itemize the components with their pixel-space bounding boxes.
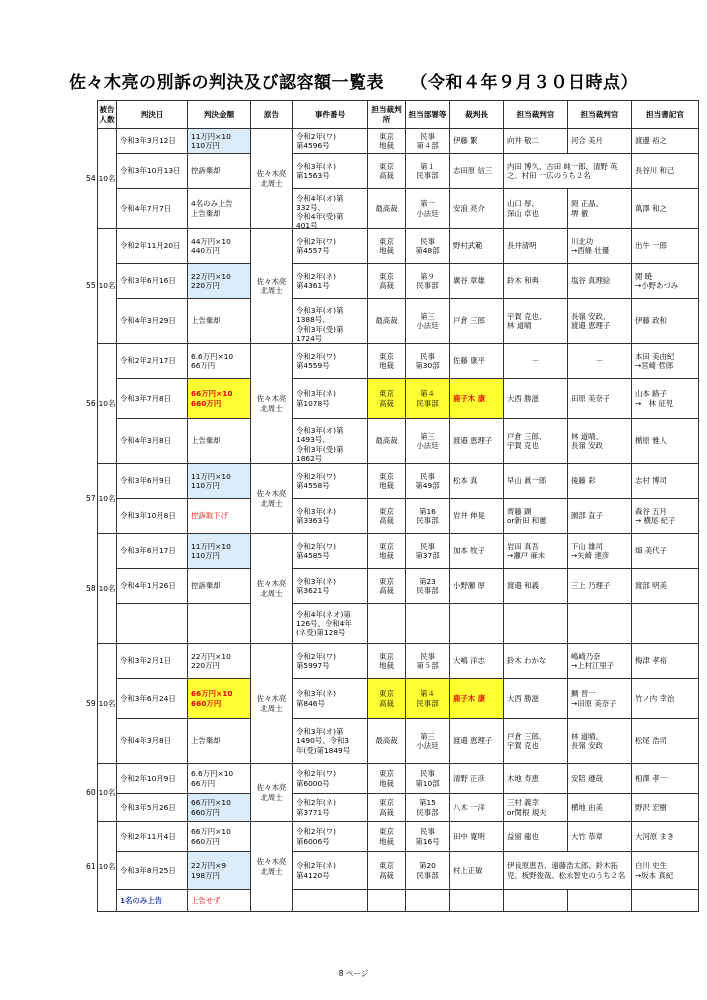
department: 第４ 民事部: [406, 679, 450, 719]
department: 第１ 民事部: [406, 154, 450, 189]
case-number: 令和3年(ネ) 第1078号: [293, 379, 368, 419]
assigned-judge: 向井 敬二: [504, 129, 568, 154]
presiding-judge: 大嶋 洋志: [450, 644, 504, 679]
assigned-judge: 塩谷 真理絵: [568, 264, 632, 299]
plaintiff: 佐々木亮北周士: [251, 229, 293, 344]
court: [368, 890, 406, 912]
page-number: 8 ページ: [338, 969, 369, 978]
assigned-judge: 大竹 恭章: [568, 822, 632, 852]
table-row: [98, 129, 699, 154]
case-number: [293, 189, 368, 229]
judgment-amount: 44万円×10 440万円: [188, 229, 251, 264]
table-row: [98, 719, 699, 764]
case-number-text: 令和3年(オ)第 1388号、 令和3年(受)第 1724号: [296, 306, 344, 343]
department: 民事 第４部: [406, 129, 450, 154]
defendant-count: 10名: [98, 644, 117, 764]
judgment-date: 令和2年11月20日: [117, 229, 188, 264]
presiding-judge: 志田原 信三: [450, 154, 504, 189]
assigned-judge: 鈴木 わかな: [504, 644, 568, 679]
presiding-judge: 伊藤 繁: [450, 129, 504, 154]
group-number: 58: [86, 583, 96, 593]
department: 民事 第５部: [406, 644, 450, 679]
department: 民事 第10部: [406, 764, 450, 794]
assigned-judge: 長嶺 安政、 渡邉 恵理子: [568, 299, 632, 344]
assigned-judge: 林 道晴、 長嶺 安政: [568, 719, 632, 764]
presiding-judge: 加本 牧子: [450, 534, 504, 569]
case-number-text: 令和4年(オ)第 332号、 令和4年(受)第 401号: [296, 193, 344, 231]
department: 第20 民事部: [406, 852, 450, 890]
judgment-date: 令和3年5月26日: [117, 794, 188, 822]
plaintiff: 佐々木亮北周士: [251, 129, 293, 229]
clerk: 畑 美代子: [632, 534, 699, 569]
department: 第三 小法廷: [406, 299, 450, 344]
column-header: 判決金額: [188, 101, 251, 129]
assigned-judge: 早山 眞一郎: [504, 464, 568, 499]
assigned-judge: 戸倉 三郎、 宇賀 克也: [504, 419, 568, 464]
assigned-judge: [568, 890, 632, 912]
court: 東京 地裁: [368, 822, 406, 852]
case-number: 令和2年(ワ) 第4559号: [293, 344, 368, 379]
judgment-amount: 4名のみ上告 上告棄却: [188, 189, 251, 229]
judgment-date: 令和4年3月8日: [117, 719, 188, 764]
case-number: 令和2年(ワ) 第4596号: [293, 129, 368, 154]
table-row: [98, 154, 699, 189]
court: 東京 高裁: [368, 569, 406, 604]
department: 民事 第16号: [406, 822, 450, 852]
group-number: 56: [86, 398, 96, 408]
assigned-judge: 河合 美月: [568, 129, 632, 154]
assigned-judge: 鈴木 和典: [504, 264, 568, 299]
plaintiff: 佐々木亮北周士: [251, 344, 293, 464]
clerk: 野沢 宏樹: [632, 794, 699, 822]
judgment-amount: 上告せず: [188, 890, 251, 912]
plaintiff: 佐々木亮北周士: [251, 534, 293, 644]
court: 東京 地裁: [368, 344, 406, 379]
presiding-judge: 八木 一洋: [450, 794, 504, 822]
group-number: 61: [86, 861, 96, 871]
judgment-date: 令和3年6月9日: [117, 464, 188, 499]
assigned-judge: 長井清明: [504, 229, 568, 264]
presiding-judge: 鹿子木 康: [450, 679, 504, 719]
assigned-judge: 木地 寿恵: [504, 764, 568, 794]
judgment-amount: 11万円×10 110万円: [188, 129, 251, 154]
assigned-judge: 下山 雄司 →矢崎 達彦: [568, 534, 632, 569]
judgment-date: 令和4年3月8日: [117, 419, 188, 464]
presiding-judge: 渡邉 恵理子: [450, 419, 504, 464]
case-number: 令和2年(ワ) 第4557号: [293, 229, 368, 264]
assigned-judge: 田原 美奈子: [568, 379, 632, 419]
clerk: 山本 路子 → 林 征児: [632, 379, 699, 419]
judgment-date: 令和3年3月12日: [117, 129, 188, 154]
case-number: [293, 890, 368, 912]
column-header: 担当部署等: [406, 101, 450, 129]
court: [368, 604, 406, 644]
clerk: 渡邊 裕之: [632, 129, 699, 154]
assigned-judge: 三村 義幸 or関根 規夫: [504, 794, 568, 822]
assigned-judges: 伊良原恵吾、遠藤浩太郎、鈴木拓児、板野俊哉、松永智史のうち２名: [504, 852, 632, 890]
case-number: 令和2年(ネ) 第4361号: [293, 264, 368, 299]
court: 東京 高裁: [368, 794, 406, 822]
judgment-date: 令和3年6月17日: [117, 534, 188, 569]
table-row: [98, 644, 699, 679]
clerk: 白川 史生 →坂本 真紀: [632, 852, 699, 890]
table-row: [98, 852, 699, 890]
court: 最高裁: [368, 189, 406, 229]
clerk: 萬澤 和之: [632, 189, 699, 229]
assigned-judge: 川北功 →西條 壮優: [568, 229, 632, 264]
assigned-judge: 山口 厚、 深山 卓也: [504, 189, 568, 229]
court: 東京 高裁: [368, 154, 406, 189]
header-row: [98, 101, 699, 129]
judgment-date: 令和3年8月25日: [117, 852, 188, 890]
case-number: 令和3年(ネ) 第1563号: [293, 154, 368, 189]
table-row: [98, 229, 699, 264]
judgment-date: 令和3年6月16日: [117, 264, 188, 299]
plaintiff: 佐々木亮北周士: [251, 464, 293, 534]
assigned-judge: 横地 由美: [568, 794, 632, 822]
judgment-date: 令和4年7月7日: [117, 189, 188, 229]
clerk: 渡部 明美: [632, 569, 699, 604]
assigned-judge: 嶋崎乃奈 →上村江里子: [568, 644, 632, 679]
clerk: 楯原 雅人: [632, 419, 699, 464]
clerk: 出牛 一郎: [632, 229, 699, 264]
clerk: 長谷川 和己: [632, 154, 699, 189]
table-row: [98, 419, 699, 464]
judgment-date: 令和4年3月29日: [117, 299, 188, 344]
department: 第15 民事部: [406, 794, 450, 822]
plaintiff: 佐々木亮北周士: [251, 822, 293, 912]
table-row: [98, 464, 699, 499]
judgment-amount: 11万円×10 110万円: [188, 534, 251, 569]
judgment-amount: 控訴棄却: [188, 154, 251, 189]
court: 東京 地裁: [368, 464, 406, 499]
department: 第16 民事部: [406, 499, 450, 534]
assigned-judge: 園部 直子: [568, 499, 632, 534]
group-number: 57: [86, 493, 96, 503]
judgment-date: [117, 604, 188, 644]
judgment-amount: 22万円×10 220万円: [188, 264, 251, 299]
judgment-date: 令和2年10月9日: [117, 764, 188, 794]
presiding-judge: 安浪 亮介: [450, 189, 504, 229]
defendant-count: 10名: [98, 534, 117, 644]
case-number: [293, 604, 368, 644]
department: 民事 第48部: [406, 229, 450, 264]
case-number: 令和2年(ワ) 第4585号: [293, 534, 368, 569]
case-number: [293, 419, 368, 464]
judgment-amount: 6.6万円×10 66万円: [188, 764, 251, 794]
case-number: 令和2年(ワ) 第6006号: [293, 822, 368, 852]
presiding-judge: 廣谷 章雄: [450, 264, 504, 299]
presiding-judge: 野村武範: [450, 229, 504, 264]
table-row: [98, 764, 699, 794]
presiding-judge: 渡邉 恵理子: [450, 719, 504, 764]
case-number: [293, 299, 368, 344]
case-number: 令和2年(ワ) 第6000号: [293, 764, 368, 794]
case-number-text: 令和4年(ネオ)第 126号、令和4年 (ネ受)第128号: [296, 609, 352, 638]
column-header: 原告: [251, 101, 293, 129]
case-number: 令和2年(ワ) 第5997号: [293, 644, 368, 679]
group-number: 60: [86, 787, 96, 797]
assigned-judge: 渡邉 和義: [504, 569, 568, 604]
table-row: [98, 569, 699, 604]
column-header: 担当裁判官: [504, 101, 568, 129]
clerk: 大河原 まき: [632, 822, 699, 852]
column-header: 担当書記官: [632, 101, 699, 129]
judgment-amount: 66万円×10 660万円: [188, 822, 251, 852]
department: 第４ 民事部: [406, 379, 450, 419]
court: 最高裁: [368, 419, 406, 464]
judgment-amount: 上告棄却: [188, 719, 251, 764]
defendant-count: 10名: [98, 764, 117, 822]
assigned-judge: 林 道晴、 長嶺 安政: [568, 419, 632, 464]
defendant-count: 10名: [98, 464, 117, 534]
judgment-amount: 66万円×10 660万円: [188, 794, 251, 822]
table-row: [98, 679, 699, 719]
assigned-judge: [568, 604, 632, 644]
group-number: 54: [86, 173, 96, 183]
column-header: 判決日: [117, 101, 188, 129]
assigned-judge: 安陪 遵哉: [568, 764, 632, 794]
case-number: 令和3年(ネ) 第3363号: [293, 499, 368, 534]
table-body: [98, 129, 699, 912]
defendant-count: 10名: [98, 229, 117, 344]
court: 東京 地裁: [368, 229, 406, 264]
department: 第三 小法廷: [406, 719, 450, 764]
case-number: 令和3年(ネ) 第846号: [293, 679, 368, 719]
presiding-judge: 佐藤 康平: [450, 344, 504, 379]
presiding-judge: 岩井 伸晃: [450, 499, 504, 534]
case-number: 令和2年(ワ) 第4558号: [293, 464, 368, 499]
presiding-judge: 清野 正彦: [450, 764, 504, 794]
court: 東京 高裁: [368, 499, 406, 534]
table-row: [98, 604, 699, 644]
page-title: 佐々木亮の別訴の判決及び認容額一覧表 （令和４年９月３０日時点）: [69, 73, 638, 93]
presiding-judge: 戸倉 三郎: [450, 299, 504, 344]
assigned-judge: 宇賀 克也、 林 道晴: [504, 299, 568, 344]
presiding-judge: 松本 真: [450, 464, 504, 499]
clerk: 竹ノ内 幸治: [632, 679, 699, 719]
assigned-judge: 後藤 彩: [568, 464, 632, 499]
plaintiff: 佐々木亮北周士: [251, 644, 293, 764]
assigned-judges: 内田 博久、古田 純一郎、清野 英之、村田 一広のうち２名: [504, 154, 632, 189]
department: 第９ 民事部: [406, 264, 450, 299]
judgment-amount: 22万円×10 220万円: [188, 644, 251, 679]
assigned-judge: 岩田 真吾 →瀬戸 麻未: [504, 534, 568, 569]
department: [406, 890, 450, 912]
presiding-judge: 鹿子木 康: [450, 379, 504, 419]
department: 第23 民事部: [406, 569, 450, 604]
group-number: 59: [86, 698, 96, 708]
department: [406, 604, 450, 644]
assigned-judge: 大西 勝滋: [504, 679, 568, 719]
court: 最高裁: [368, 299, 406, 344]
judgment-amount: [188, 604, 251, 644]
department: 第一 小法廷: [406, 189, 450, 229]
assigned-judge: 戸倉 三郎、 宇賀 克也: [504, 719, 568, 764]
column-header: 担当裁判官: [568, 101, 632, 129]
assigned-judge: 益留 龍也: [504, 822, 568, 852]
group-number: 55: [86, 281, 96, 290]
clerk: 梅津 孝裕: [632, 644, 699, 679]
clerk: [632, 604, 699, 644]
presiding-judge: 田中 寛明: [450, 822, 504, 852]
court: 東京 地裁: [368, 764, 406, 794]
table-row: [98, 822, 699, 852]
column-header: 裁判長: [450, 101, 504, 129]
case-number-text: 令和3年(オ)第 1490号、令和3 年(受)第1849号: [296, 727, 351, 755]
clerk: 森谷 五月 → 横尾 紀子: [632, 499, 699, 534]
court: 東京 地裁: [368, 129, 406, 154]
judgment-date: 令和3年7月8日: [117, 379, 188, 419]
case-number: [293, 719, 368, 764]
assigned-judge: 岡 正晶、 堺 徹: [568, 189, 632, 229]
judgment-amount: 上告棄却: [188, 419, 251, 464]
column-header: 担当裁判所: [368, 101, 406, 129]
court: 最高裁: [368, 719, 406, 764]
clerk: 伊藤 政和: [632, 299, 699, 344]
court: 東京 地裁: [368, 534, 406, 569]
table-row: [98, 379, 699, 419]
judgment-amount: 控訴取下げ: [188, 499, 251, 534]
department: 民事 第30部: [406, 344, 450, 379]
judgment-amount: 上告棄却: [188, 299, 251, 344]
judgment-date: 令和4年1月26日: [117, 569, 188, 604]
column-header: 被告人数: [98, 101, 117, 129]
assigned-judge: －: [504, 344, 568, 379]
judgment-amount: 22万円×9 198万円: [188, 852, 251, 890]
judgment-amount: 11万円×10 110万円: [188, 464, 251, 499]
judgment-date: 令和2年11月4日: [117, 822, 188, 852]
presiding-judge: 小野瀬 厚: [450, 569, 504, 604]
plaintiff: 佐々木亮北周士: [251, 764, 293, 822]
assigned-judge: [504, 890, 568, 912]
defendant-count: 10名: [98, 344, 117, 464]
assigned-judge: －: [568, 344, 632, 379]
clerk: 相澤 孝一: [632, 764, 699, 794]
case-number-text: 令和3年(オ)第 1493号、 令和3年(受)第 1862号: [296, 426, 344, 463]
clerk: 本田 美由紀 →宮崎 哲郎: [632, 344, 699, 379]
presiding-judge: [450, 604, 504, 644]
judgment-date: 令和3年2月1日: [117, 644, 188, 679]
court: 東京 高裁: [368, 852, 406, 890]
assigned-judge: 鯛 晋一 →田原 美奈子: [568, 679, 632, 719]
judgment-amount: 66万円×10 660万円: [188, 379, 251, 419]
table-row: [98, 534, 699, 569]
judgment-date: 令和2年2月17日: [117, 344, 188, 379]
table-row: [98, 794, 699, 822]
assigned-judge: [504, 604, 568, 644]
presiding-judge: 村上正敏: [450, 852, 504, 890]
judgment-table: [97, 100, 699, 912]
clerk: 関 暁 →小野あづみ: [632, 264, 699, 299]
column-header: 事件番号: [293, 101, 368, 129]
case-number: 令和2年(ネ) 第3771号: [293, 794, 368, 822]
defendant-count: 10名: [98, 822, 117, 912]
case-number: 令和2年(ネ) 第4120号: [293, 852, 368, 890]
court: 東京 高裁: [368, 264, 406, 299]
court: 東京 高裁: [368, 379, 406, 419]
table-row: [98, 299, 699, 344]
presiding-judge: [450, 890, 504, 912]
judgment-date: 令和3年6月24日: [117, 679, 188, 719]
judgment-date: 令和3年10月13日: [117, 154, 188, 189]
department: 民事 第49部: [406, 464, 450, 499]
case-number: 令和3年(ネ) 第3621号: [293, 569, 368, 604]
table-row: [98, 890, 699, 912]
judgment-amount: 6.6万円×10 66万円: [188, 344, 251, 379]
court: 東京 高裁: [368, 679, 406, 719]
table-row: [98, 264, 699, 299]
department: 第三 小法廷: [406, 419, 450, 464]
judgment-amount: 控訴棄却: [188, 569, 251, 604]
judgment-date: 令和3年10月8日: [117, 499, 188, 534]
clerk: [632, 890, 699, 912]
clerk: 志村 博司: [632, 464, 699, 499]
defendant-count: 10名: [98, 129, 117, 229]
assigned-judge: 三上 乃理子: [568, 569, 632, 604]
court: 東京 地裁: [368, 644, 406, 679]
table-row: [98, 344, 699, 379]
department: 民事 第37部: [406, 534, 450, 569]
assigned-judge: 大西 勝滋: [504, 379, 568, 419]
table-row: [98, 499, 699, 534]
table-row: [98, 189, 699, 229]
assigned-judge: 齊藤 顕 or新田 和憲: [504, 499, 568, 534]
judgment-amount: 66万円×10 660万円: [188, 679, 251, 719]
judgment-date: 1名のみ上告: [117, 890, 188, 912]
clerk: 松尾 浩司: [632, 719, 699, 764]
